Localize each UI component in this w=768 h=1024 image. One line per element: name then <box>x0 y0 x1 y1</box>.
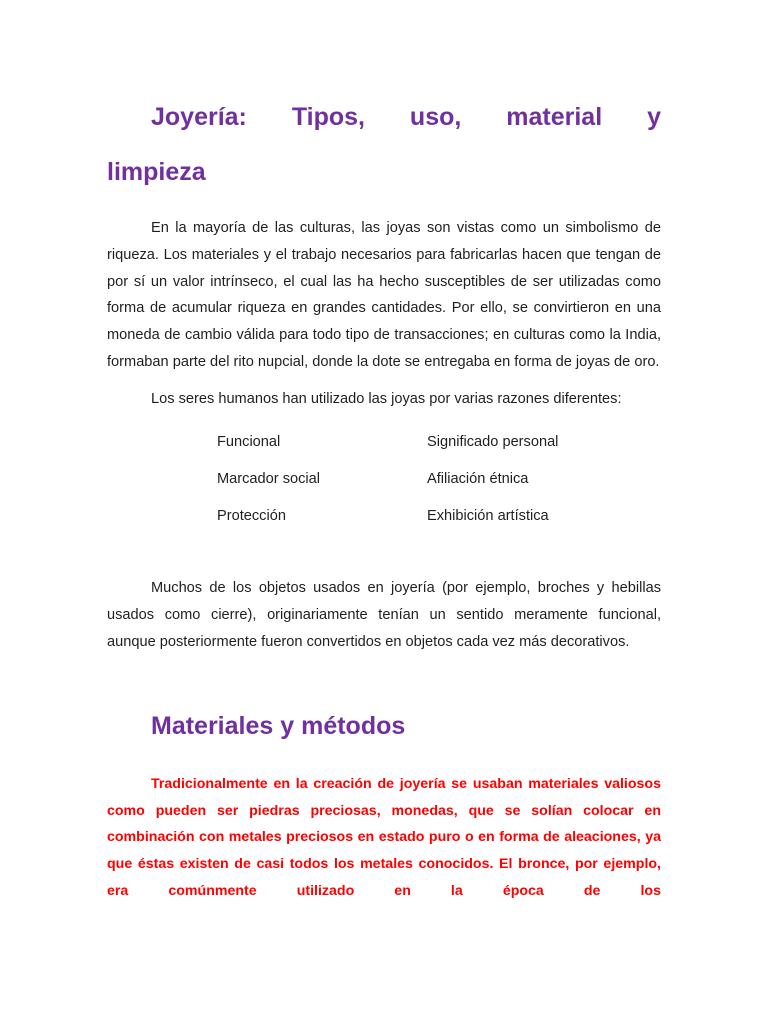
paragraph-materials: Tradicionalmente en la creación de joyería se usaban materiales valiosos como pueden ser piedras preciosas, monedas, que se solían colocar en combinación con metales preciosos en estado puro o en forma de aleaciones, ya que éstas existen de casi todos los metales conocidos. El bronce, por ejemplo, era comúnmente utilizado en la época de los <box>107 775 661 900</box>
reason-item: Marcador social <box>217 470 321 487</box>
paragraph-objects: Muchos de los objetos usados en joyería (por ejemplo, broches y hebillas usados como cierre), originariamente tenían un sentido meramente funcional, aunque posteriormente fueron convertidos en objetos cada vez más decorativos. <box>107 580 661 651</box>
section-heading: Materiales y métodos <box>151 711 406 740</box>
reason-item: Significado personal <box>427 433 559 450</box>
reason-item: Exhibición artística <box>427 508 549 525</box>
reason-item: Protección <box>217 508 286 525</box>
document-title: Joyería: Tipos, uso, material y limpieza <box>107 103 661 186</box>
paragraph-intro: En la mayoría de las culturas, las joyas son vistas como un simbolismo de riqueza. Los materiales y el trabajo necesarios para fabricarlas hacen que tengan de por sí un valor intrínseco, el cual las ha hecho susceptibles de ser utilizadas como forma de acumular riqueza en grandes cantidades. Por ello, se convirtieron en una moneda de cambio válida para todo tipo de transacciones; en culturas como la India, formaban parte del rito nupcial, donde la dote se entregaba en forma de joyas de oro. <box>107 220 661 370</box>
reasons-list <box>217 424 661 536</box>
reason-item: Afiliación étnica <box>427 470 529 487</box>
paragraph-reasons-intro: Los seres humanos han utilizado las joyas por varias razones diferentes: <box>151 390 622 407</box>
reason-item: Funcional <box>217 433 281 450</box>
